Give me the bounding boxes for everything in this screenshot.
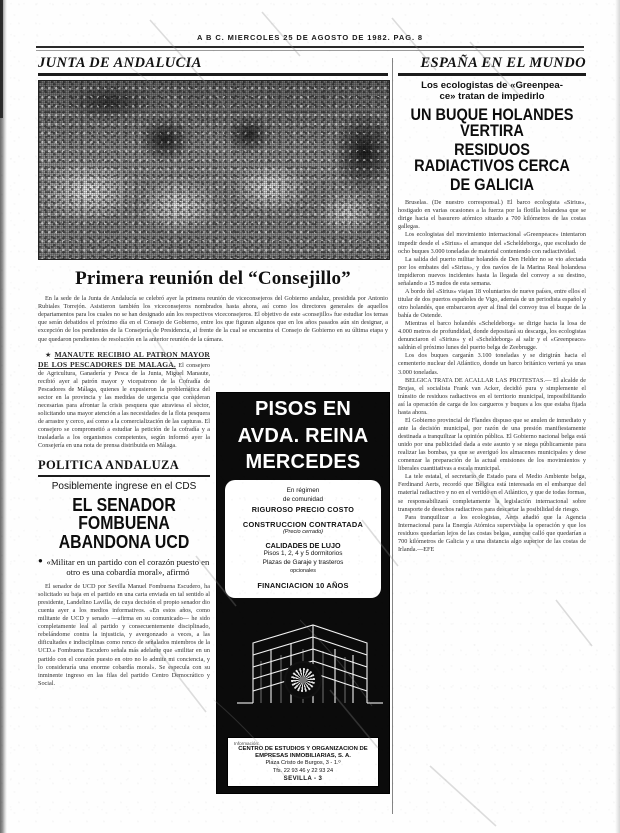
- ad-panel-line2: de comunidad: [282, 496, 324, 504]
- right-paragraph: BELGICA TRATA DE ACALLAR LAS PROTESTAS.— El alcalde de Brujas, el socialista Frank van Acker, decidió pura y simplemente el tránsito de residuos radiactivos en el territorio municipal, imposibilitando así la operación de carga de los cargueros y buques a los que estaba fijada hasta ahora.: [398, 376, 586, 416]
- right-paragraph: Los dos buques cargarán 3.100 toneladas y se dirigirán hacia el cementerio nuclear del Atlántico, donde un barco británico verterá ya unas 3.000 toneladas.: [398, 352, 586, 376]
- ad-title-line1: PISOS EN: [254, 398, 352, 420]
- right-headline-line1: UN BUQUE HOLANDES VERTIRA: [410, 105, 574, 141]
- scan-edge-right: [615, 0, 620, 833]
- scan-edge-left: [0, 0, 7, 833]
- masthead: [30, 33, 590, 42]
- column-divider: [392, 58, 393, 814]
- politics-subhead-row: [38, 557, 210, 578]
- ad-footer-line2: EMPRESAS INMOBILIARIAS, S. A.: [255, 753, 351, 760]
- ad-footer-line1: CENTRO DE ESTUDIOS Y ORGANIZACION DE: [238, 745, 368, 752]
- story-headline-consejillo: Primera reunión del “Consejillo”: [75, 267, 351, 289]
- star-icon: ★: [45, 350, 53, 359]
- section-rule-politica: [38, 475, 210, 478]
- bullet-body-manaute: El consejero de Agricultura, Ganadería y Pesca de la Junta, Miguel Manaute, recibió ayer al patrón mayor y vicepatrono de la Cofradía de Pescadores de Málaga, quienes le expusieron la problemática del sector en la provincia y las medidas de urgencia que consideran necesarias para afrontar la crisis pesquera que atraviesa el sector, solicitando una mayor atención a las necesidades de la flota pesquera de arrastre y cerco, así como a la comercialización de las capturas. El consejero se comprometió a estudiar la petición de la cofradía y a trasladarla a los organismos competentes, según informó ayer la Consejería en una nota de prensa distribuida en Málaga.: [38, 361, 211, 450]
- ad-panel-line8: FINANCIACION 10 AÑOS: [257, 581, 349, 591]
- ad-panel-line4: CONSTRUCCION CONTRATADA: [242, 520, 364, 530]
- right-paragraph: El Gobierno provincial de Flandes dispuso que se anulen de inmediato y ante la decisión municipal, por razón de una presión manifiestamente destinada a tranquilizar la opinión pública. El Gobierno nacional belga está unido por una publicidad dada a este asunto y se niega públicamente para realizar las bombas, ya que se averiguó los almacenes municipales y dese comenzar la preparación de la actual emisiones de los movimientos y liberales cuantitativas a escala municipal.: [398, 416, 586, 473]
- section-header-espana-en-el-mundo: ESPAÑA EN EL MUNDO: [420, 55, 586, 71]
- politics-headline-line2: ABANDONA UCD: [58, 531, 190, 552]
- right-body: [398, 199, 586, 554]
- ad-footer-address: Plaza Cristo de Burgos, 3 - 1.º: [265, 760, 341, 767]
- ad-footer-label: Información:: [234, 740, 260, 746]
- ad-panel-line3: RIGUROSO PRECIO COSTO: [251, 505, 355, 515]
- ad-footer-city: SEVILLA - 3: [283, 775, 323, 782]
- scan-edge-left-dark: [0, 0, 3, 118]
- advertisement-pisos-reina-mercedes[interactable]: [216, 392, 390, 794]
- masthead-rule-secondary: [36, 50, 584, 51]
- ad-panel-line7: Plazas de Garaje y trasteros: [262, 559, 344, 567]
- bullet-manaute: [38, 350, 210, 451]
- section-header-junta-de-andalucia: JUNTA DE ANDALUCIA: [38, 55, 202, 71]
- ad-panel-line5: CALIDADES DE LUJO: [265, 541, 341, 551]
- ad-panel-line4-sub: (Precio cerrado): [282, 529, 324, 536]
- right-paragraph: La tele estatal, el secretario de Estado para el Medio Ambiente belga, Ferdinand Aerts, recordó que Bélgica está interesada en el embarque del material radiactivo y no en el vertido en el Atlántico, y que de todas formas, se responsabilizará completamente la legislación internacional sobre transporte de desechos radiactivos para descartar la posibilidad de riesgo.: [398, 473, 586, 513]
- right-column: [398, 56, 586, 816]
- ad-panel-line6: Pisos 1, 2, 4 y 5 dormitorios: [263, 550, 343, 558]
- right-paragraph: Los ecologistas del movimiento internacional «Greenpeace» intentaron impedir desde el «Sirius» el arranque del «Scheldeborg», que escoltado de ocho buques 3.000 toneladas de material conteniendo con radiactividad.: [398, 231, 586, 255]
- ad-footer-phone: Tfs. 22 93 46 y 22 93 24: [272, 767, 334, 774]
- right-paragraph: Bruselas. (De nuestro corresponsal.) El barco ecologista «Sirius», hostigado en varias ocasiones a la fuerza por la flotilla holandesa que se dirige hacia el basurero atómico situado a 700 kilómetros de las costas gallegas.: [398, 199, 586, 231]
- section-rule-junta: [38, 73, 388, 76]
- photo-noise-overlay: [39, 81, 389, 259]
- right-kicker-line1: Los ecologistas de «Greenpea-: [421, 79, 563, 91]
- ad-details-panel: [225, 480, 381, 599]
- masthead-rule: [36, 46, 584, 48]
- right-kicker-line2: ce» tratan de impedirlo: [439, 91, 545, 103]
- politics-headline-line1: EL SENADOR FOMBUENA: [72, 494, 176, 533]
- masthead-text: A B C. MIERCOLES 25 DE AGOSTO DE 1982. PAG. 8: [197, 33, 423, 42]
- company-logo-icon: [284, 661, 322, 699]
- right-headline-line3: DE GALICIA: [450, 175, 534, 194]
- ad-panel-line1: En régimen: [286, 486, 320, 494]
- right-headline-line2: RESIDUOS RADIACTIVOS CERCA: [414, 140, 570, 176]
- right-paragraph: Mientras el barco holandés «Scheldeborg» se dirige hacia la losa de 4.000 metros de profundidad, donde depositará su descarga, los ecologistas denunciaron el «Sirius» y el «Scheldeborg» al salir y el «Greenpeace» saldrán el próximo lunes del puerto belga de Zeebrugge.: [398, 320, 586, 352]
- right-paragraph: La salida del puerto militar holandés de Den Helder no se vio afectada por los embates del «Sirius», y dos navíos de la Marina Real holandesa impidieron nuevos incidentes hasta la llegada del convoy a su destino, señalando a 15 nudos de esta semana.: [398, 255, 586, 287]
- bullet-dot-icon: ●: [38, 555, 43, 565]
- ad-title-line3: MERCEDES: [245, 451, 361, 474]
- right-paragraph: Para tranquilizar a los ecologistas, Aerts añadió que la Agencia Internacional para la Energía Atómica supervisaba la operación y que los residuos quedarían lejos de las costas belgas, aunque calló que quedarían a 700 kilómetros de Galicia y a una distancia algo superior de las costas de Irlanda.—EFE: [398, 513, 586, 553]
- section-header-politica-andaluza: POLITICA ANDALUZA: [38, 458, 180, 473]
- section-rule-espana: [398, 73, 586, 76]
- right-paragraph: A bordo del «Sirius» viajan 18 voluntarios de nueve países, entre ellos el titular de dos puertos españoles de Vigo, además de un periodista español y otro holandés, que embarcaron ayer al final del convoy tras el buque de la bahía de Ostende.: [398, 287, 586, 320]
- politics-kicker: Posiblemente ingrese en el CDS: [51, 481, 197, 493]
- meeting-photo: [38, 80, 390, 260]
- politics-block: [38, 459, 210, 687]
- ad-title-line2: AVDA. REINA: [237, 424, 369, 447]
- bullet-headline-manaute: MANAUTE RECIBIO AL PATRON MAYOR DE LOS PESCADORES DE MALAGA.: [38, 349, 210, 369]
- ad-contact-footer: [227, 737, 379, 787]
- ad-panel-line7-sub: opcionales: [290, 568, 316, 575]
- politics-body: El senador de UCD por Sevilla Manuel Fombuena Escudero, ha solicitado su baja en el partido en una carta enviada en tal sentido al presidente, Landelino Lavilla, de cuya decisión el propio senador dio cuenta ayer a los medios informativos. «En estos años, como militante de UCD y senado —afirma en su comunicado— he sido completamente leal al partido y consecuentemente disciplinado, rebelándome contra la injusticia, y avergonzado a veces, a las dificultades e indisciplinas como renco de señalados miembros de la UCD.» Fombuena Escudero señala más adelante que «militar en un partido con el corazón puesto en otro no lo admite mi conciencia, y lo consideraría una enorme cobardía moral». Se especula con su inminente ingreso en las filas del partido Centro Democrático y Social.: [38, 582, 210, 687]
- story-body-consejillo: En la sede de la Junta de Andalucía se celebró ayer la primera reunión de viceconsejeros del Gobierno andaluz, presidida por Antonio Rubiales Torrejón. Asistieron también los viceconsejeros nombrados hasta ahora, así como los directores generales de aquellos departamentos para los cuales no se han designado aún los respectivos viceconsejeros. El objetivo de este «consejillo» fue estudiar los temas que serán debatidos el próximo día en el Consejo de Gobierno, entre los que figuran algunos que en los años pasados aún sin designar, a excepción de los pendientes de la Consejería de Presidencia, al frente de la cual se encuentra el Consejo de Gobierno en su última etapa y que quedaron pendientes de resolución en la anterior reunión de la cámara.: [38, 295, 388, 343]
- politics-subhead: «Militar en un partido con el corazón puesto en otro es una cobardía moral», afirmó: [46, 556, 210, 578]
